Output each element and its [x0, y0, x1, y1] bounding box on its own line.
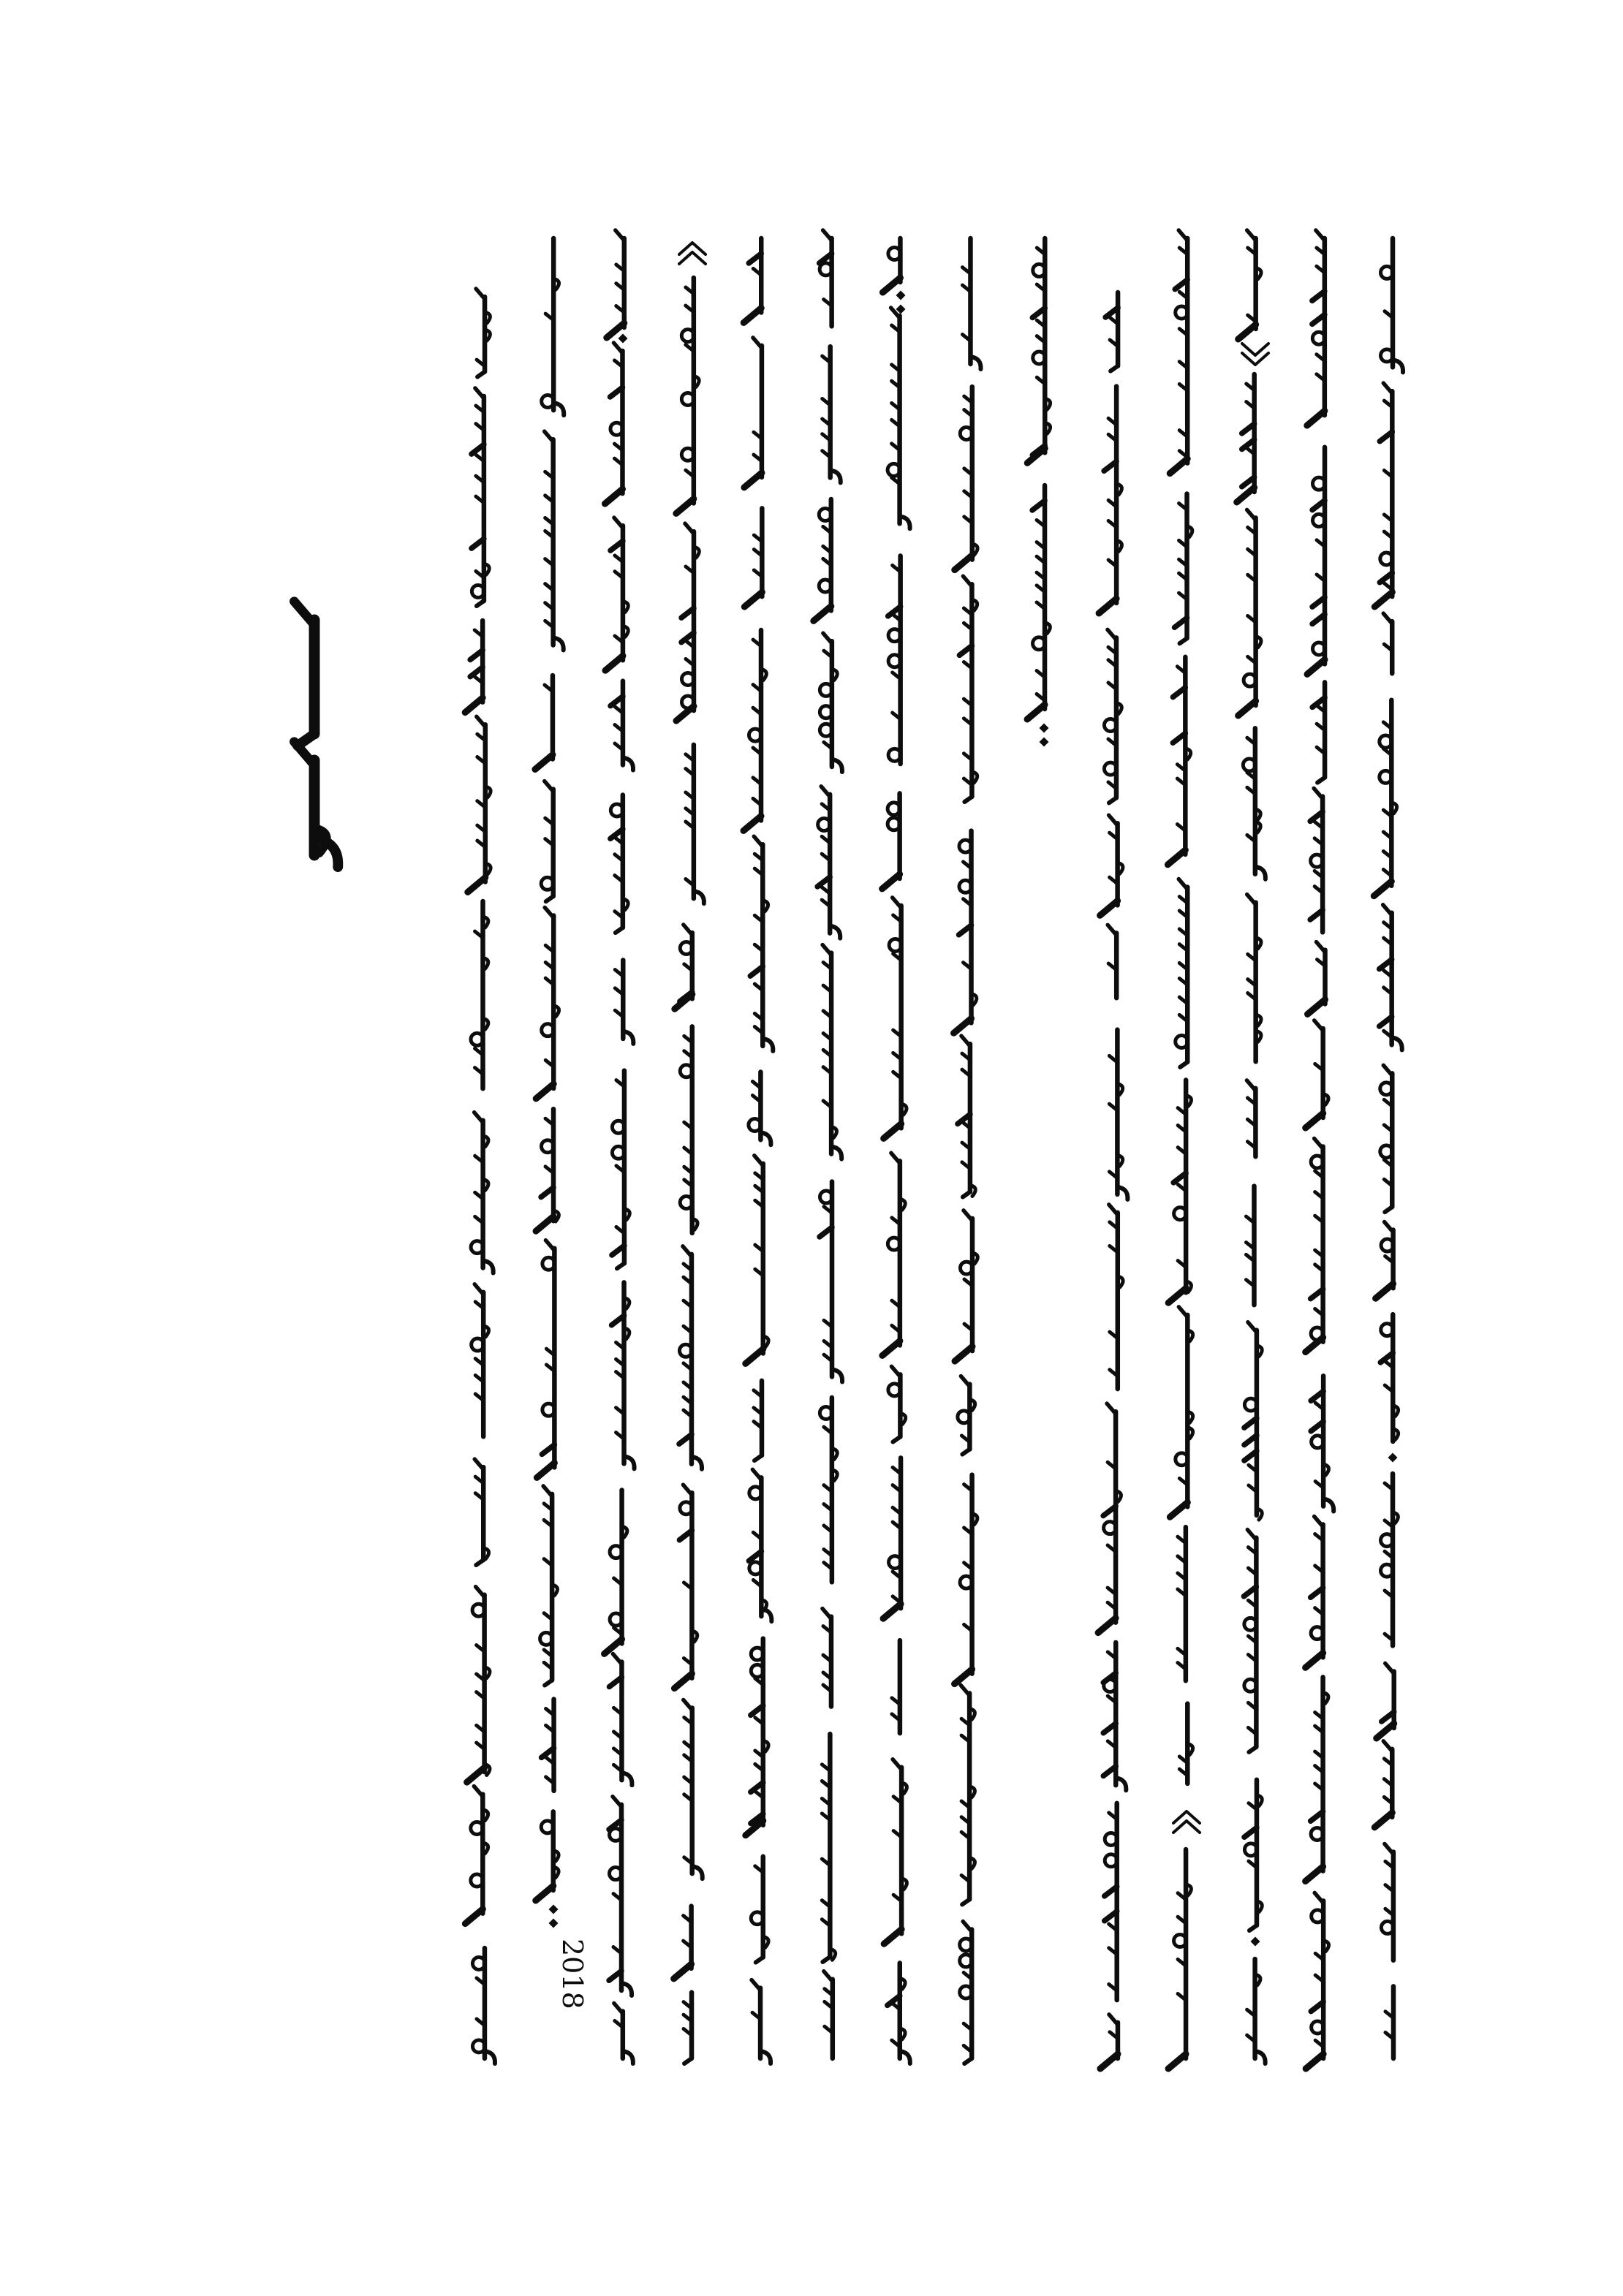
script-stroke [754, 1156, 763, 1166]
script-stroke [1248, 1322, 1257, 1333]
script-stroke [468, 877, 485, 892]
script-stroke [882, 1341, 900, 1355]
script-stroke [617, 1263, 624, 1268]
script-stroke [1376, 1284, 1393, 1298]
script-stroke [545, 907, 553, 917]
script-column-1 [465, 289, 495, 2064]
script-stroke [963, 1191, 970, 1197]
script-stroke [1383, 1741, 1392, 1751]
script-stroke [1385, 1664, 1394, 1674]
script-stroke [1109, 797, 1116, 803]
script-stroke [883, 1604, 901, 1618]
script-stroke [1179, 1307, 1187, 1317]
script-stroke [756, 1958, 763, 1963]
script-stroke [536, 1886, 553, 1901]
script-stroke [474, 1113, 483, 1123]
script-stroke [1168, 850, 1185, 865]
comma-mark [1388, 1453, 1398, 1463]
script-stroke [962, 1899, 969, 1904]
script-stroke [1170, 459, 1187, 474]
script-stroke [614, 518, 623, 528]
script-stroke [882, 874, 900, 889]
script-stroke [474, 1459, 483, 1469]
title-column [294, 602, 338, 867]
script-stroke [961, 1036, 970, 1046]
quote-open-mark [1173, 1821, 1200, 1833]
script-stroke [1314, 1020, 1323, 1031]
script-stroke [1314, 1138, 1323, 1148]
script-stroke [1108, 629, 1116, 640]
script-column-13 [1306, 230, 1334, 2069]
script-column-12 [1237, 230, 1268, 2064]
script-stroke [1180, 638, 1187, 643]
script-stroke [605, 1639, 622, 1653]
script-stroke [474, 1284, 483, 1295]
script-column-3 [605, 230, 635, 2064]
script-stroke [961, 1376, 969, 1387]
script-stroke [1307, 659, 1325, 674]
script-stroke [1317, 778, 1325, 783]
script-stroke [1100, 901, 1118, 915]
script-stroke [537, 1463, 554, 1477]
script-column-7 [882, 238, 910, 2064]
script-stroke [1385, 1207, 1392, 1212]
script-stroke [474, 1787, 483, 1797]
script-stroke [1306, 1653, 1323, 1667]
script-stroke [1383, 1065, 1392, 1075]
comma-mark [618, 334, 628, 344]
script-stroke [744, 816, 761, 830]
script-stroke [1316, 230, 1325, 240]
script-stroke [746, 1349, 763, 1363]
script-stroke [613, 1797, 621, 1807]
quote-open-mark [679, 252, 705, 264]
script-stroke [1377, 1724, 1394, 1738]
script-stroke [1385, 1222, 1393, 1232]
script-stroke [955, 1670, 972, 1684]
script-stroke [1109, 1205, 1118, 1215]
script-stroke [882, 278, 900, 292]
script-stroke [1238, 701, 1256, 716]
script-stroke [1249, 1925, 1257, 1931]
script-stroke [477, 716, 485, 727]
script-stroke [676, 499, 694, 513]
script-stroke [467, 1768, 485, 1782]
script-stroke [616, 230, 624, 240]
script-stroke [684, 1700, 692, 1710]
script-stroke [476, 1587, 485, 1597]
script-stroke [754, 836, 763, 846]
script-stroke [893, 1759, 901, 1770]
script-stroke [1179, 879, 1187, 890]
script-stroke [476, 1560, 483, 1565]
script-stroke [614, 2004, 623, 2014]
script-stroke [961, 1685, 969, 1695]
script-stroke [605, 656, 623, 670]
script-stroke [1316, 942, 1325, 952]
script-stroke [684, 2058, 692, 2064]
script-stroke [294, 602, 314, 625]
script-column-6 [814, 230, 842, 2058]
script-stroke [1247, 230, 1256, 240]
script-stroke [1109, 815, 1118, 825]
script-stroke [1307, 999, 1325, 1014]
script-stroke [1306, 2054, 1323, 2069]
script-stroke [1307, 411, 1325, 425]
script-stroke [674, 1964, 692, 1979]
script-stroke [477, 372, 485, 377]
script-stroke [1314, 1893, 1323, 1903]
script-stroke [1098, 1618, 1116, 1633]
script-stroke [1246, 1080, 1255, 1091]
script-stroke [684, 925, 692, 935]
script-stroke [1168, 1288, 1186, 1303]
script-stroke [1374, 882, 1391, 896]
script-column-9 [1027, 238, 1051, 747]
script-stroke [753, 338, 762, 348]
script-stroke [1383, 905, 1392, 915]
script-stroke [545, 431, 553, 442]
script-stroke [1238, 325, 1256, 339]
script-stroke [893, 898, 901, 908]
script-stroke [1111, 366, 1118, 371]
script-stroke [1237, 488, 1255, 502]
script-stroke [822, 1609, 831, 1619]
script-stroke [685, 523, 694, 534]
full-stop-mark [896, 291, 906, 300]
script-stroke [1374, 1813, 1392, 1827]
script-stroke [613, 343, 622, 353]
script-column-14 [1374, 238, 1403, 2058]
script-stroke [1247, 509, 1256, 520]
script-stroke [1099, 599, 1116, 613]
script-stroke [744, 592, 762, 607]
script-stroke [891, 1153, 900, 1163]
script-stroke [543, 1486, 552, 1496]
full-stop-mark [549, 1905, 559, 1914]
script-stroke [955, 1346, 972, 1361]
script-stroke [754, 1455, 762, 1460]
script-stroke [963, 1922, 972, 1932]
script-stroke [1170, 1502, 1187, 1517]
script-stroke [955, 556, 972, 570]
script-stroke [954, 1018, 972, 1033]
script-column-2 [535, 238, 589, 2009]
script-stroke [964, 2058, 972, 2064]
script-stroke [536, 1084, 553, 1099]
script-stroke [893, 1437, 900, 1442]
script-stroke [1374, 592, 1392, 607]
script-column-8 [954, 238, 981, 2064]
script-column-10 [1098, 292, 1127, 2069]
script-stroke [683, 1485, 692, 1495]
script-stroke [884, 1124, 901, 1138]
script-stroke [963, 576, 972, 586]
script-stroke [964, 797, 972, 802]
full-stop-mark [1040, 738, 1049, 747]
script-column-11 [1168, 230, 1200, 2069]
script-stroke [605, 489, 622, 504]
script-stroke [1027, 705, 1045, 719]
script-stroke [744, 473, 762, 488]
script-stroke [814, 606, 831, 621]
script-stroke [1109, 2015, 1118, 2025]
script-stroke [1168, 2054, 1186, 2069]
script-stroke [1108, 925, 1116, 935]
script-stroke [1306, 1113, 1323, 1128]
script-stroke [1100, 2054, 1118, 2069]
script-stroke [545, 1681, 552, 1686]
quote-close-mark [1242, 344, 1268, 355]
script-stroke [824, 1971, 833, 1982]
script-stroke [752, 1469, 761, 1479]
script-stroke [822, 945, 831, 955]
script-stroke [822, 1957, 830, 1962]
script-stroke [1179, 230, 1187, 240]
script-stroke [962, 1450, 969, 1455]
script-stroke [613, 1654, 621, 1664]
script-stroke [891, 1366, 900, 1376]
script-stroke [546, 896, 553, 901]
script-stroke [1314, 788, 1323, 798]
script-stroke [884, 1929, 901, 1944]
script-stroke [964, 1210, 972, 1221]
script-stroke [1180, 1062, 1187, 1067]
script-stroke [465, 698, 483, 713]
full-stop-mark [549, 1919, 559, 1928]
script-stroke [752, 1980, 760, 1990]
script-stroke [545, 1240, 554, 1251]
script-stroke [1107, 1403, 1116, 1414]
script-stroke [535, 754, 553, 769]
script-stroke [1247, 1530, 1256, 1540]
script-stroke [1314, 1517, 1323, 1527]
script-stroke [674, 1674, 692, 1689]
script-stroke [536, 1216, 553, 1231]
script-stroke [1306, 1867, 1323, 1882]
script-column-4 [674, 243, 705, 2064]
full-stop-mark [1040, 724, 1049, 733]
script-stroke [1383, 383, 1392, 393]
script-stroke [821, 787, 830, 797]
script-stroke [744, 308, 761, 322]
script-stroke [1385, 1844, 1393, 1854]
year-text: 2018 [556, 1939, 589, 2009]
script-stroke [476, 289, 485, 299]
script-stroke [1383, 613, 1392, 624]
script-stroke [823, 633, 832, 643]
script-stroke [477, 601, 484, 606]
script-stroke [545, 781, 553, 792]
script-stroke [683, 1246, 692, 1257]
script-stroke [616, 928, 623, 933]
script-stroke [475, 388, 484, 398]
script-column-5 [744, 238, 773, 2064]
script-stroke [1249, 1747, 1256, 1752]
comma-mark [1251, 1937, 1260, 1947]
script-stroke [1247, 895, 1256, 905]
script-stroke [823, 230, 832, 240]
script-stroke [465, 1909, 483, 1924]
